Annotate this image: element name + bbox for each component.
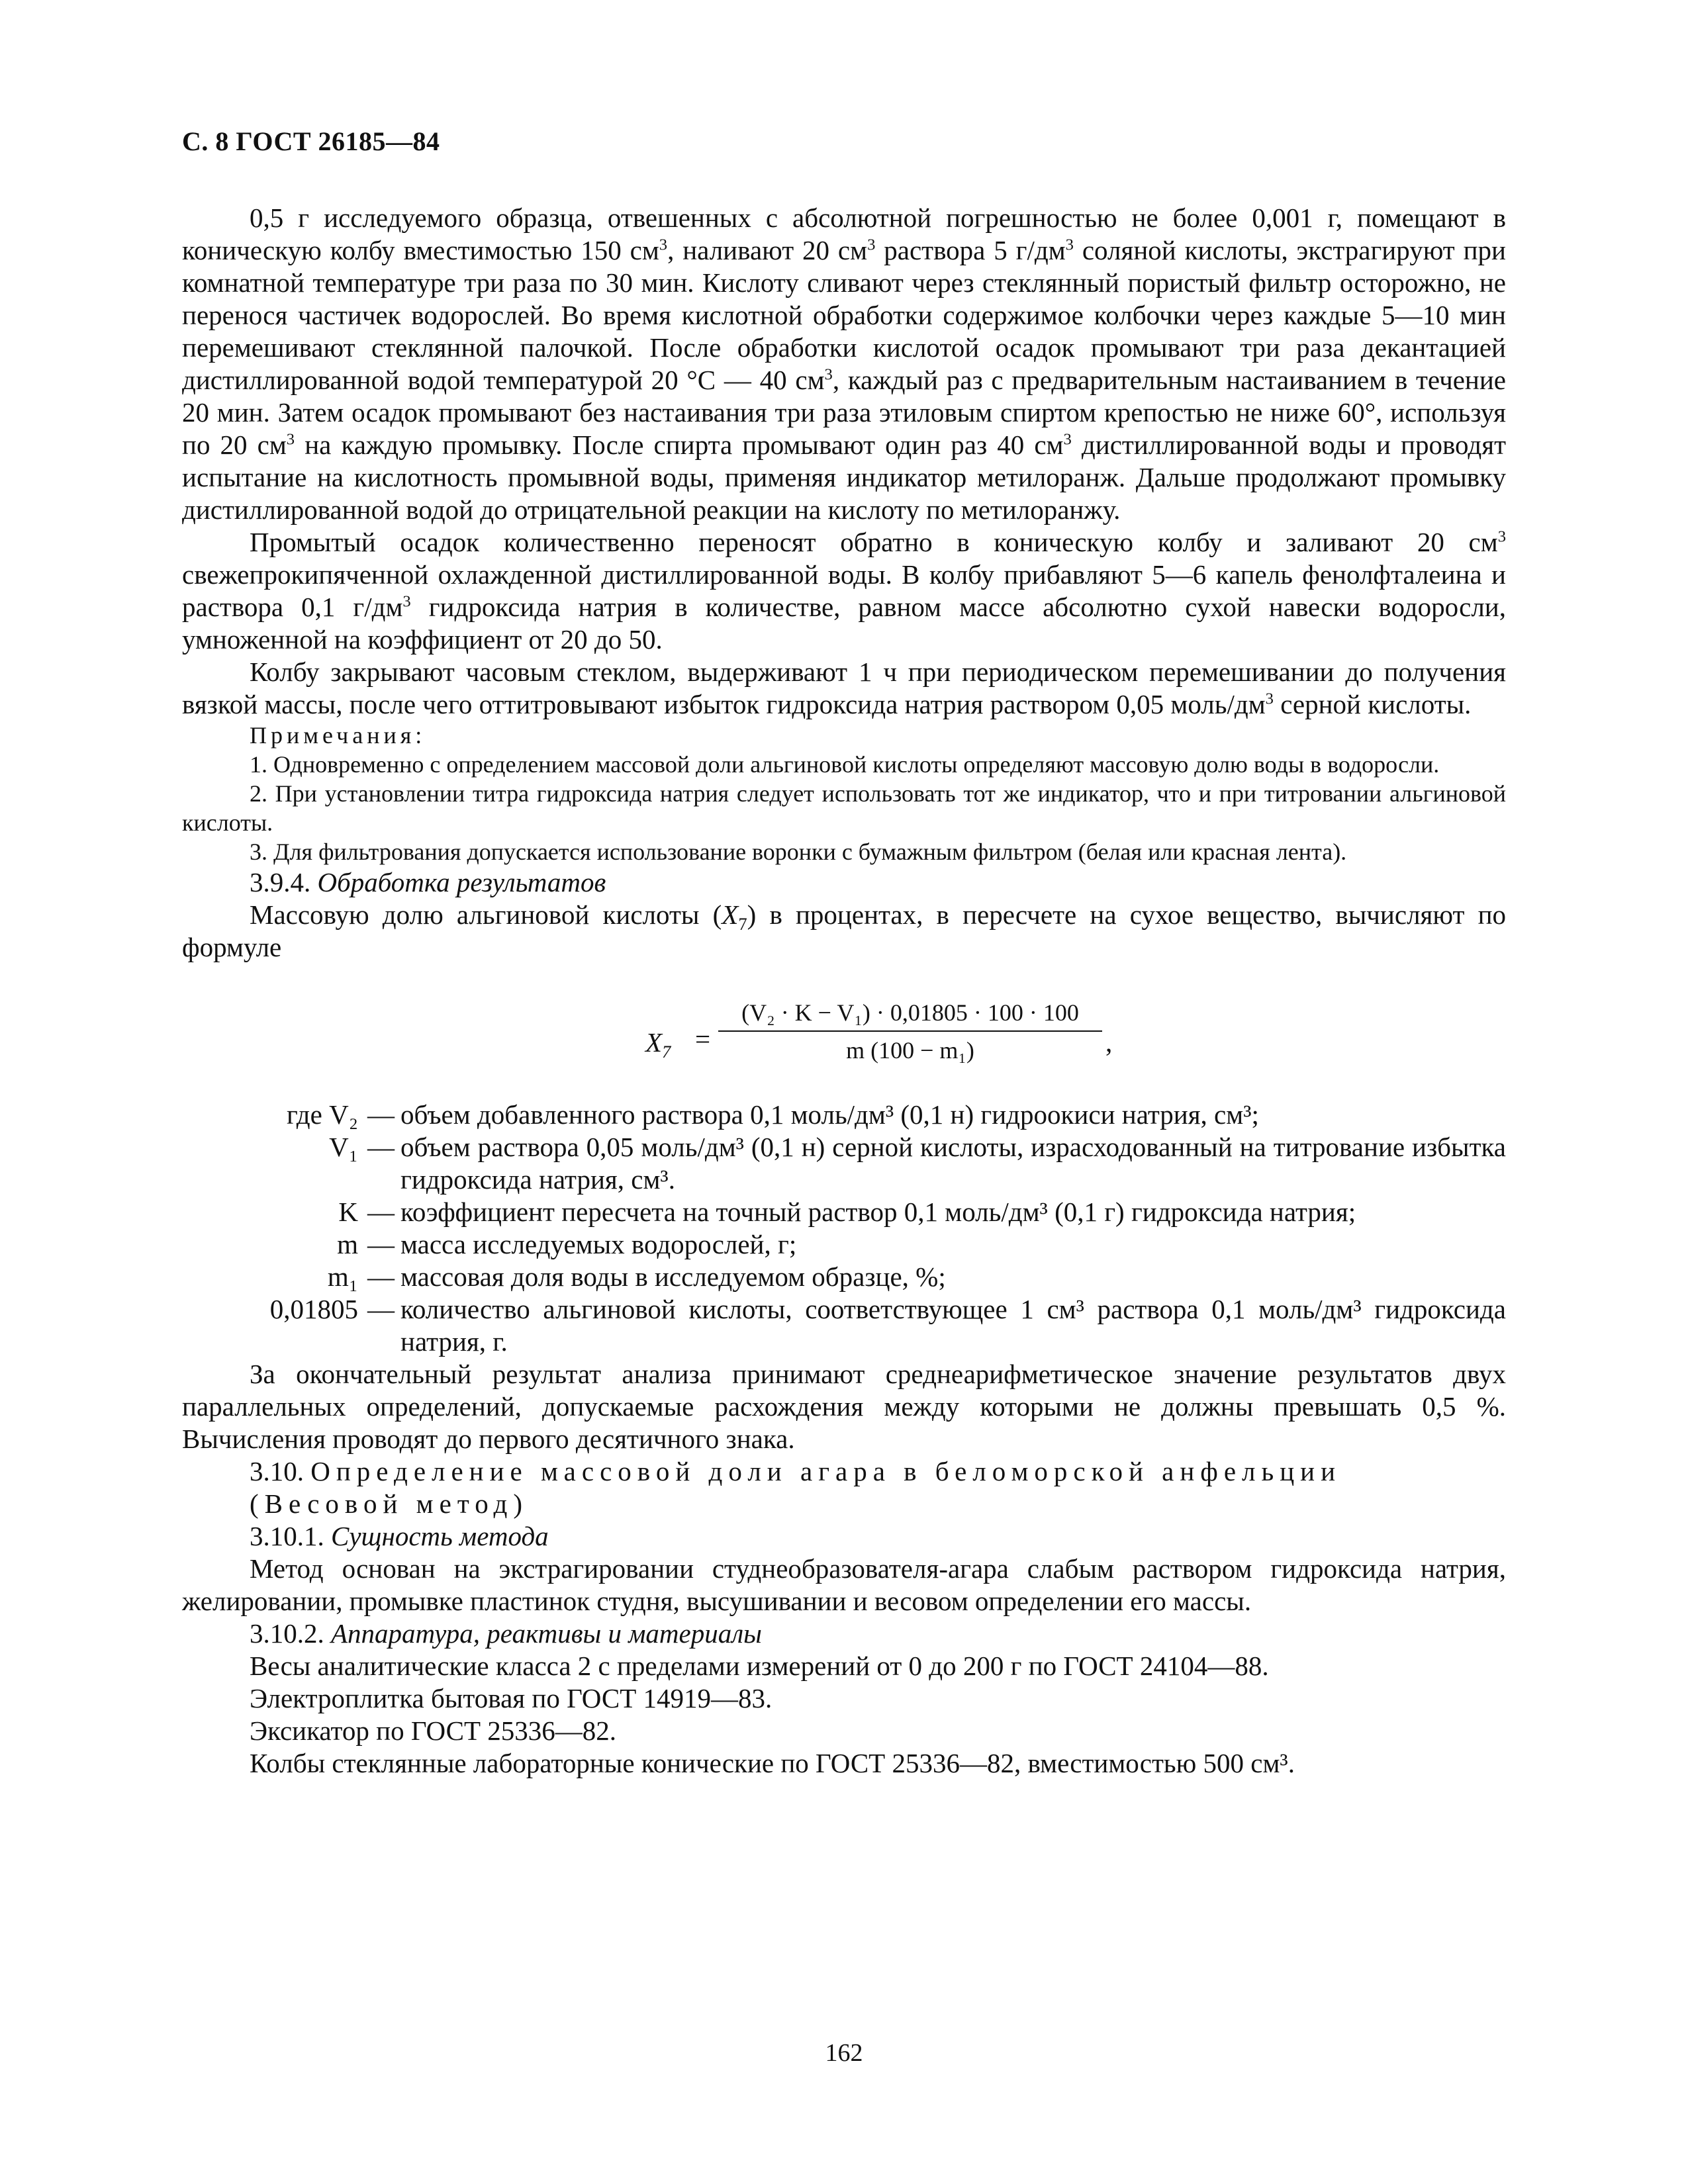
section-3-9-4-text: Массовую долю альгиновой кислоты $(X_7)$ в процентах, в пересчете на сухое вещество, вычисляют по формуле	[182, 899, 1507, 962]
formula-x7	[182, 990, 1506, 1089]
formula-numerator: (V₂ · K − V₁) · 0,01805 · 100 · 100	[718, 997, 1102, 1032]
formula-comma: ,	[1105, 1027, 1113, 1058]
page-number: 162	[825, 2039, 863, 2067]
formula-lhs: $X_7$	[645, 1027, 671, 1062]
definitions-list	[182, 1099, 1506, 1358]
section-3-10-heading: 3.10. Определение массовой доли агара в беломорской анфельции	[250, 1456, 1342, 1486]
notes-heading: Примечания:	[250, 722, 426, 749]
formula-equals: =	[695, 1024, 711, 1054]
equipment-item: Колбы стеклянные лабораторные конические по ГОСТ 25336—82, вместимостью 500 см³.	[250, 1748, 1295, 1778]
page-header: С. 8 ГОСТ 26185—84	[182, 126, 440, 156]
equipment-item: Электроплитка бытовая по ГОСТ 14919—83.	[250, 1683, 773, 1713]
note-2: 2. При установлении титра гидроксида натрия следует использовать тот же индикатор, что и при титровании альгиновой кислоты.	[182, 780, 1506, 836]
definition-row: m₁ — массовая доля воды в исследуемом образце, %;	[327, 1261, 946, 1292]
note-1: 1. Одновременно с определением массовой доли альгиновой кислоты определяют массовую долю воды в водоросли.	[250, 751, 1440, 778]
definition-row: где V₂ — объем добавленного раствора 0,1 моль/дм³ (0,1 н) гидроокиси натрия, см³;	[287, 1099, 1259, 1130]
document-body	[182, 202, 1506, 1780]
definition-row: m — масса исследуемых водорослей, г;	[337, 1229, 797, 1259]
section-3-9-4-heading: 3.9.4. Обработка результатов	[250, 867, 606, 897]
formula-denominator: m (100 − m₁)	[846, 1037, 974, 1064]
paragraph-result: За окончательный результат анализа принимают среднеарифметическое значение результатов двух параллельных определений, допускаемые расхождения между которыми не должны превышать 0,5 %. Вычисления проводят до первого десятичного знака.	[182, 1359, 1506, 1454]
section-3-10-1-heading: 3.10.1. Сущность метода	[250, 1521, 549, 1551]
definition-row: K — коэффициент пересчета на точный раствор 0,1 моль/дм³ (0,1 г) гидроксида натрия;	[338, 1197, 1356, 1227]
paragraph-transfer: Промытый осадок количественно переносят обратно в коническую колбу и заливают 20 $см^3$ свежепрокипяченной охлажденной дистиллированной воды. В колбу прибавляют 5—6 капель фенолфталеина и раствора 0,1 $г/дм^3$ гидроксида натрия в количестве, равном массе абсолютно сухой навески водоросли, умноженной на коэффициент от 20 до 50.	[182, 527, 1506, 655]
equipment-item: Весы аналитические класса 2 с пределами измерений от 0 до 200 г по ГОСТ 24104—88.	[250, 1651, 1269, 1681]
equipment-item: Эксикатор по ГОСТ 25336—82.	[250, 1715, 617, 1746]
section-3-10-1-text: Метод основан на экстрагировании студнеобразователя-агара слабым раствором гидроксида натрия, желировании, промывке пластинок студня, высушивании и весовом определении его массы.	[182, 1553, 1506, 1616]
formula-fraction	[718, 997, 1102, 1067]
section-3-10-2-heading: 3.10.2. Аппаратура, реактивы и материалы	[250, 1618, 762, 1649]
note-3: 3. Для фильтрования допускается использование воронки с бумажным фильтром (белая или красная лента).	[250, 839, 1347, 865]
paragraph-procedure: 0,5 г исследуемого образца, отвешенных с абсолютной погрешностью не более 0,001 г, помещают в коническую колбу вместимостью 150 $см^3$, наливают 20 $см^3$ раствора 5 $г/дм^3$ соляной кислоты, экстрагируют при комнатной температуре три раза по 30 мин. Кислоту сливают через стеклянный пористый фильтр осторожно, не перенося частичек водорослей. Во время кислотной обработки содержимое колбочки через каждые 5—10 мин перемешивают стеклянной палочкой. После обработки кислотой осадок промывают три раза декантацией дистиллированной водой температурой 20 °С — 40 $см^3$, каждый раз с предварительным настаиванием в течение 20 мин. Затем осадок промывают без настаивания три раза этиловым спиртом крепостью не ниже 60°, используя по 20 $см^3$ на каждую промывку. После спирта промывают один раз 40 $см^3$ дистиллированной воды и проводят испытание на кислотность промывной воды, применяя индикатор метилоранж. Дальше продолжают промывку дистиллированной водой до отрицательной реакции на кислоту по метилоранжу.	[182, 203, 1506, 525]
definition-row: V₁ — объем раствора 0,05 моль/дм³ (0,1 н) серной кислоты, израсходованный на титрование избытка гидроксида натрия, см³.	[329, 1132, 1506, 1195]
paragraph-titration: Колбу закрывают часовым стеклом, выдерживают 1 ч при периодическом перемешивании до получения вязкой массы, после чего оттитровывают избыток гидроксида натрия раствором 0,05 моль/$дм^3$ серной кислоты.	[182, 657, 1506, 719]
definition-row: 0,01805 — количество альгиновой кислоты, соответствующее 1 см³ раствора 0,1 моль/дм³ гидроксида натрия, г.	[269, 1294, 1506, 1357]
section-3-10-method: (Весовой метод)	[250, 1488, 529, 1519]
